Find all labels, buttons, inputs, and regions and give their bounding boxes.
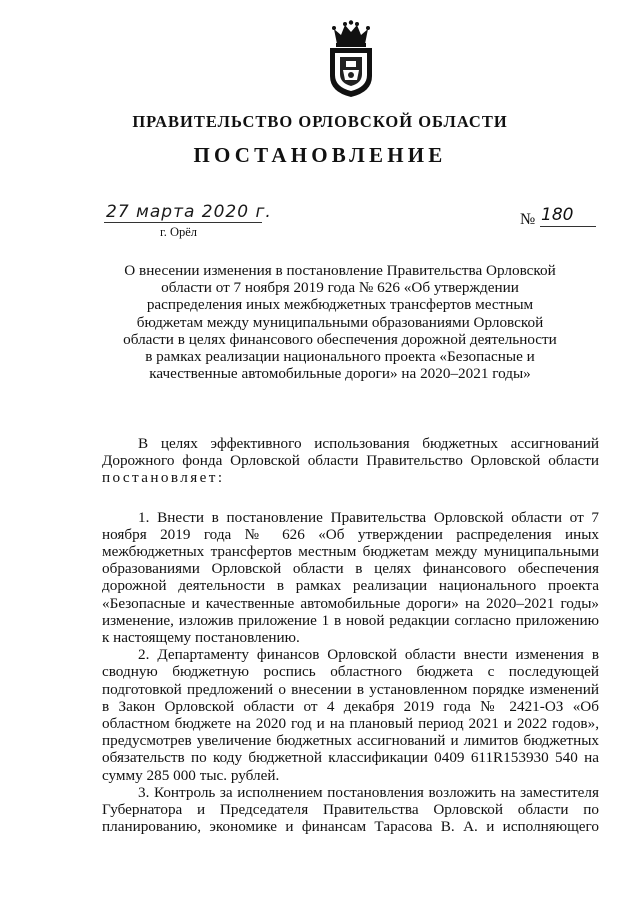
number-underline xyxy=(540,226,596,227)
date-underline xyxy=(104,222,262,223)
document-city: г. Орёл xyxy=(160,225,198,239)
document-number: 180 xyxy=(541,205,574,225)
item-2: 2. Департаменту финансов Орловской области внести изменения в сводную бюджетную роспись областного бюджета с последующей подготовкой предложений о внесении в установленном порядке изменений в Закон Орловской области от 4 декабря 2019 года № 2421-ОЗ «Об областном бюджете на 2020 год и на плановый период 2021 и 2022 годов», предусмотрев увеличение бюджетных ассигнований и лимитов бюджетных обязательств по коду бюджетной классификации 0409 611R153930 540 на сумму 285 000 тыс. рублей. xyxy=(102,646,599,784)
document-number-label: № xyxy=(520,211,536,228)
preamble-action: постановляет: xyxy=(102,469,225,487)
orel-oblast-coat-of-arms-icon xyxy=(326,20,376,98)
item-3: 3. Контроль за исполнением постановления возложить на заместителя Губернатора и Председателя Правительства Орловской области по планированию, экономике и финансам Тарасова В. А. и исполняющего xyxy=(102,783,599,836)
document-subject: О внесении изменения в постановление Правительства Орловской области от 7 ноября 2019 года № 626 «Об утверждении распределения иных межбюджетных трансфертов местным бюджетам между муниципальными образованиями Орловской области в целях финансового обеспечения дорожной деятельности в рамках реализации национального проекта «Безопасные и качественные автомобильные дороги» на 2020–2021 годы» xyxy=(123,262,557,383)
document-body xyxy=(102,435,599,835)
preamble-text: В целях эффективного использования бюджетных ассигнований Дорожного фонда Орловской области Правительство Орловской области xyxy=(102,435,599,470)
document-date: 27 марта 2020 г. xyxy=(106,202,272,222)
organization-name: ПРАВИТЕЛЬСТВО ОРЛОВСКОЙ ОБЛАСТИ xyxy=(132,112,508,131)
document-type: ПОСТАНОВЛЕНИЕ xyxy=(193,143,447,167)
item-1: 1. Внести в постановление Правительства Орловской области от 7 ноября 2019 года № 626 «Об утверждении распределения иных межбюджетных трансфертов местным бюджетам между муниципальными образованиями Орловской области в целях финансового обеспечения дорожной деятельности в рамках реализации национального проекта «Безопасные и качественные автомобильные дороги» на 2020–2021 годы» изменение, изложив приложение 1 в новой редакции согласно приложению к настоящему постановлению. xyxy=(102,508,599,647)
